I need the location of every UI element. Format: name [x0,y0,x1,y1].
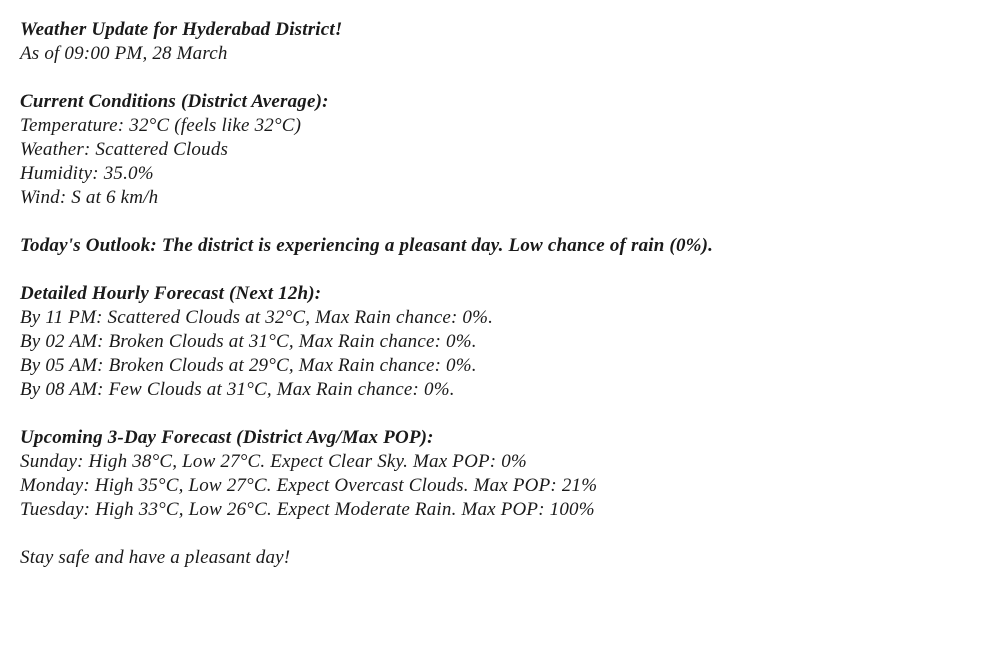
hourly-forecast-entry: By 11 PM: Scattered Clouds at 32°C, Max Rain chance: 0%. [20,307,494,328]
spacer [20,66,985,90]
current-conditions-heading: Current Conditions (District Average): [20,91,329,112]
current-conditions-block [20,90,985,210]
three-day-forecast-entry: Sunday: High 38°C, Low 27°C. Expect Clear Sky. Max POP: 0% [20,451,527,472]
hourly-forecast-heading: Detailed Hourly Forecast (Next 12h): [20,283,322,304]
hourly-forecast-entry: By 08 AM: Few Clouds at 31°C, Max Rain chance: 0%. [20,379,455,400]
hourly-forecast-block [20,282,985,402]
three-day-forecast-heading: Upcoming 3-Day Forecast (District Avg/Max POP): [20,427,434,448]
hourly-forecast-entry: By 02 AM: Broken Clouds at 31°C, Max Rain chance: 0%. [20,331,477,352]
three-day-forecast-entry: Tuesday: High 33°C, Low 26°C. Expect Moderate Rain. Max POP: 100% [20,499,595,520]
closing-block [20,546,985,570]
three-day-forecast-block [20,426,985,522]
current-temperature: Temperature: 32°C (feels like 32°C) [20,115,302,136]
current-wind: Wind: S at 6 km/h [20,187,159,208]
current-humidity: Humidity: 35.0% [20,163,154,184]
todays-outlook-line: Today's Outlook: The district is experiencing a pleasant day. Low chance of rain (0%). [20,235,714,256]
report-timestamp: As of 09:00 PM, 28 March [20,43,228,64]
spacer [20,210,985,234]
spacer [20,402,985,426]
spacer [20,522,985,546]
three-day-forecast-entry: Monday: High 35°C, Low 27°C. Expect Overcast Clouds. Max POP: 21% [20,475,598,496]
todays-outlook-block [20,234,985,258]
spacer [20,258,985,282]
closing-line: Stay safe and have a pleasant day! [20,547,291,568]
current-weather: Weather: Scattered Clouds [20,139,229,160]
header-block [20,18,985,66]
report-title: Weather Update for Hyderabad District! [20,19,343,40]
hourly-forecast-entry: By 05 AM: Broken Clouds at 29°C, Max Rain chance: 0%. [20,355,477,376]
